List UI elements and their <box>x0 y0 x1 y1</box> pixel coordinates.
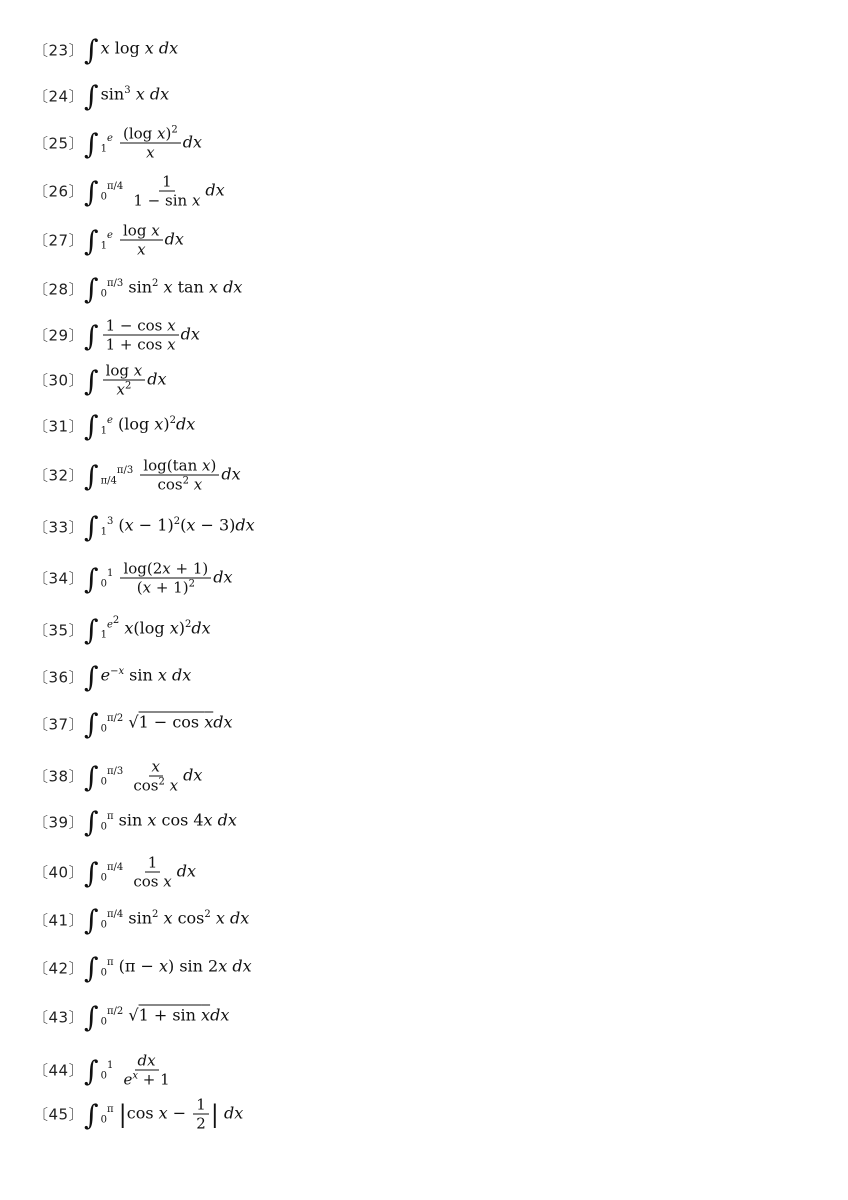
integral-expression: ∫ x log x dx <box>84 33 179 67</box>
integral-expression: ∫ $_0^\pi$ (π − x) sin 2x dx <box>84 951 252 985</box>
integral-expression: ∫ $_0^{\pi/3}$ $\sin^2 x$ tan x dx <box>84 272 243 306</box>
problem-item <box>0 315 848 355</box>
problem-number: 〔37〕 <box>33 715 85 734</box>
problem-number: 〔27〕 <box>33 231 85 250</box>
integral-expression: ∫ $_0^{\pi/3}$ $\frac{x}{\cos^2 x}$ dx <box>84 757 203 795</box>
problem-number: 〔23〕 <box>33 41 85 60</box>
problem-item <box>0 360 848 400</box>
problem-number: 〔35〕 <box>33 621 85 640</box>
problem-item <box>0 1050 848 1090</box>
problem-item <box>0 123 848 163</box>
problem-item <box>0 171 848 211</box>
integral-expression: ∫ $_0^{\pi/4}$ $\frac{1}{\text{cos x}}$ dx <box>84 853 197 891</box>
problem-item <box>0 704 848 744</box>
problem-item <box>0 657 848 697</box>
problem-item <box>0 406 848 446</box>
problem-item <box>0 802 848 842</box>
problem-item <box>0 610 848 650</box>
problem-item <box>0 997 848 1037</box>
problem-number: 〔38〕 <box>33 767 85 786</box>
problem-number: 〔28〕 <box>33 280 85 299</box>
problem-number: 〔43〕 <box>33 1008 85 1027</box>
integral-expression: ∫ $_0^{\pi/4}$ $\sin^2 x$ $\cos^2 x$ dx <box>84 903 250 937</box>
problem-item <box>0 30 848 70</box>
integral-expression: ∫ $_0^1$ $\frac{\log(2x + 1)}{(x + 1)^2}$ dx <box>84 559 233 597</box>
problem-item <box>0 756 848 796</box>
problem-number: 〔44〕 <box>33 1061 85 1080</box>
integral-expression: ∫ $\frac{\text{1 − cos x}}{\text{1 + cos x}}$ dx <box>84 316 200 354</box>
integral-expression: ∫ $_0^1$ $\frac{dx}{e^x + 1}$ <box>84 1051 170 1089</box>
problem-number: 〔31〕 <box>33 417 85 436</box>
problem-item <box>0 948 848 988</box>
integral-expression: ∫ $\frac{\text{log x}}{x^2}$ dx <box>84 361 167 399</box>
problem-number: 〔32〕 <box>33 466 85 485</box>
integral-expression: ∫ $_1^e$ $\frac{(\log x)^2}{x}$ dx <box>84 124 203 162</box>
problem-number: 〔30〕 <box>33 371 85 390</box>
problem-item <box>0 507 848 547</box>
integral-expression: ∫ $_0^{\pi/4}$ $\frac{1}{\text{1 − sin x}}$ dx <box>84 172 225 210</box>
problem-number: 〔39〕 <box>33 813 85 832</box>
integral-expression: ∫ $_1^e$ (log x)$^2$dx <box>84 409 196 443</box>
integral-expression: ∫ $\sin^3 x$ dx <box>84 79 170 113</box>
integral-expression: ∫ $e^{-x}$ sin x dx <box>84 660 192 694</box>
problem-number: 〔34〕 <box>33 569 85 588</box>
problem-number: 〔33〕 <box>33 518 85 537</box>
problem-number: 〔36〕 <box>33 668 85 687</box>
problem-item <box>0 900 848 940</box>
problem-number: 〔26〕 <box>33 182 85 201</box>
problem-item <box>0 1094 848 1134</box>
integral-expression: ∫ $_0^{\pi/2}$ √1 − cos xdx <box>84 707 233 741</box>
integral-expression: ∫ $_1^e$ $\frac{\text{log x}}{x}$ dx <box>84 221 184 259</box>
problem-item <box>0 220 848 260</box>
problem-item <box>0 455 848 495</box>
integral-expression: ∫ $_0^\pi$ sin x cos 4x dx <box>84 805 237 839</box>
problem-item <box>0 269 848 309</box>
integral-expression: ∫ $_1^{e^2}$ x(log x)$^2$dx <box>84 613 211 647</box>
problem-number: 〔29〕 <box>33 326 85 345</box>
problem-number: 〔40〕 <box>33 863 85 882</box>
problem-number: 〔41〕 <box>33 911 85 930</box>
integral-expression: ∫ $_{\pi/4}^{\pi/3}$ $\frac{\text{log(tan x)}}{\cos^2 x}$ dx <box>84 456 241 494</box>
problem-number: 〔24〕 <box>33 87 85 106</box>
problem-number: 〔45〕 <box>33 1105 85 1124</box>
problem-number: 〔42〕 <box>33 959 85 978</box>
problem-item <box>0 558 848 598</box>
integral-expression: ∫ $_0^\pi$ |cos x − $\frac{1}{2}$ | dx <box>84 1095 244 1133</box>
problem-item <box>0 852 848 892</box>
integral-expression: ∫ $_0^{\pi/2}$ √1 + sin xdx <box>84 1000 230 1034</box>
problem-item <box>0 76 848 116</box>
integral-expression: ∫ $_1^3$ $(x - 1)^2(x - 3)dx$ <box>84 510 255 544</box>
problem-number: 〔25〕 <box>33 134 85 153</box>
